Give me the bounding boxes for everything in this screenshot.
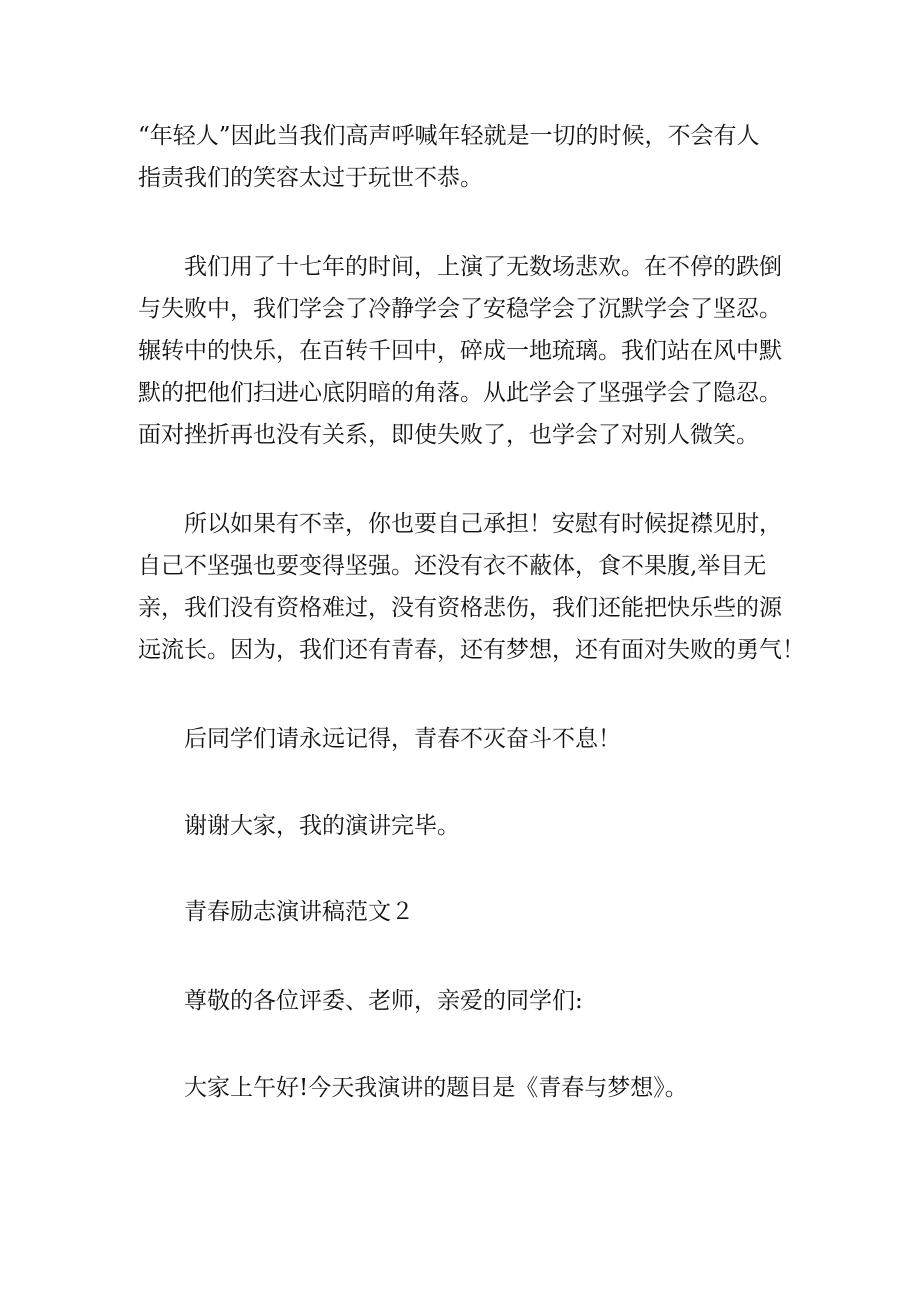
- paragraph-3-line-4: 远流长。因为，我们还有青春，还有梦想，还有面对失败的勇气！: [138, 637, 805, 663]
- paragraph-4: 后同学们请永远记得，青春不灭奋斗不息！: [184, 726, 621, 752]
- paragraph-5: 谢谢大家，我的演讲完毕。: [184, 813, 460, 839]
- paragraph-1: [138, 115, 798, 199]
- paragraph-2-line-4: 默的把他们扫进心底阴暗的角落。从此学会了坚强学会了隐忍。: [138, 380, 782, 406]
- salutation: 尊敬的各位评委、老师，亲爱的同学们:: [184, 988, 583, 1014]
- section-heading: 青春励志演讲稿范文２: [184, 899, 414, 925]
- paragraph-2: [138, 246, 798, 456]
- paragraph-2-line-2: 与失败中，我们学会了冷静学会了安稳学会了沉默学会了坚忍。: [138, 296, 782, 322]
- paragraph-3-line-2: 自己不坚强也要变得坚强。还没有衣不蔽体，食不果腹,举目无: [138, 553, 767, 579]
- paragraph-2-line-1: 我们用了十七年的时间，上演了无数场悲欢。在不停的跌倒: [184, 254, 782, 280]
- paragraph-3-line-3: 亲，我们没有资格难过，没有资格悲伤，我们还能把快乐些的源: [138, 595, 782, 621]
- paragraph-2-line-3: 辗转中的快乐，在百转千回中，碎成一地琉璃。我们站在风中默: [138, 338, 782, 364]
- paragraph-1-line-2: 指责我们的笑容太过于玩世不恭。: [138, 165, 483, 191]
- paragraph-3-line-1: 所以如果有不幸，你也要自己承担！安慰有时候捉襟见肘，: [184, 511, 782, 537]
- paragraph-3: [138, 503, 805, 671]
- opening-line: 大家上午好!今天我演讲的题目是《青春与梦想》。: [184, 1075, 688, 1101]
- paragraph-1-line-1: “年轻人”因此当我们高声呼喊年轻就是一切的时候，不会有人: [138, 123, 760, 149]
- paragraph-2-line-5: 面对挫折再也没有关系，即使失败了，也学会了对别人微笑。: [138, 422, 759, 448]
